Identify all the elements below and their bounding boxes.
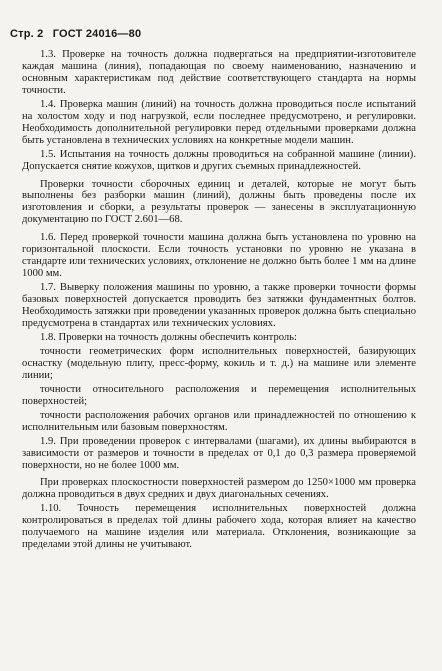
paragraph-1-7: 1.7. Выверку положения машины по уровню, а также проверки точности формы базовых поверхностей допускается проводить без затяжки фундаментных болтов. Необходимость затяжки при проведении указанных проверок должна быть специально предусмотрена в стандартах или технических условиях.: [22, 282, 416, 330]
paragraph-1-10: 1.10. Точность перемещения исполнительных поверхностей должна контролироваться в пределах той длины рабочего хода, которая влияет на качество получаемого на машине изделия или материала. Отклонения, возникающие за пределами этой длины не учитывают.: [22, 503, 416, 551]
list-item-relative-position: точности относительного расположения и перемещения исполнительных поверхностей;: [22, 383, 416, 407]
list-item-geometric-forms: точности геометрических форм исполнительных поверхностей, базирующих оснастку (модельную плиту, пресс-форму, кокиль и т. д.) на машине или элементе линии;: [22, 345, 416, 381]
document-body: [22, 49, 416, 551]
paragraph-1-6: 1.6. Перед проверкой точности машина должна быть установлена по уровню на горизонтальной плоскости. Если точность установки по уровню не указана в стандарте или технических условиях, отклонение не должно быть более 1 мм на длине 1000 мм.: [22, 232, 416, 280]
page-header: [10, 28, 147, 40]
paragraph-1-5: 1.5. Испытания на точность должны проводиться на собранной машине (линии). Допускается снятие кожухов, щитков и других съемных принадлежностей.: [22, 148, 416, 172]
paragraph-1-8: 1.8. Проверки на точность должны обеспечить контроль:: [40, 331, 297, 343]
paragraph-1-9: 1.9. При проведении проверок с интервалами (шагами), их длины выбираются в зависимости от размеров и точности в пределах от 0,1 до 0,3 размера проверяемой поверхности, но не более 1000 мм.: [22, 435, 416, 471]
paragraph-checks-assemblies: Проверки точности сборочных единиц и деталей, которые не могут быть выполнены без разборки машин (линий), должны быть проведены после их изготовления и сборки, а результаты проверок — занесены в эксплуатационную документацию по ГОСТ 2.601—68.: [22, 178, 416, 226]
paragraph-flatness-checks: При проверках плоскостности поверхностей размером до 1250×1000 мм проверка должна проводиться в двух средних и двух диагональных сечениях.: [22, 477, 416, 501]
paragraph-1-3: 1.3. Проверке на точность должна подвергаться на предприятии-изготовителе каждая машина (линия), попадающая по своему наименованию, назначению и основным характеристикам под действие соответствующего стандарта на нормы точности.: [22, 49, 416, 96]
paragraph-1-4: 1.4. Проверка машин (линий) на точность должна проводиться после испытаний на холостом ходу и под нагрузкой, если последнее предусмотрено, и регулировки. Необходимость дополнительной регулировки перед отдельными проверками должна быть установлена в технических условиях на конкретные модели машин.: [22, 98, 416, 146]
list-item-working-organs: точности расположения рабочих органов или принадлежностей по отношению к исполнительным или базовым поверхностям.: [22, 409, 416, 433]
page-number-label: Стр. 2: [10, 28, 44, 40]
standard-designation: ГОСТ 24016—80: [52, 28, 142, 40]
